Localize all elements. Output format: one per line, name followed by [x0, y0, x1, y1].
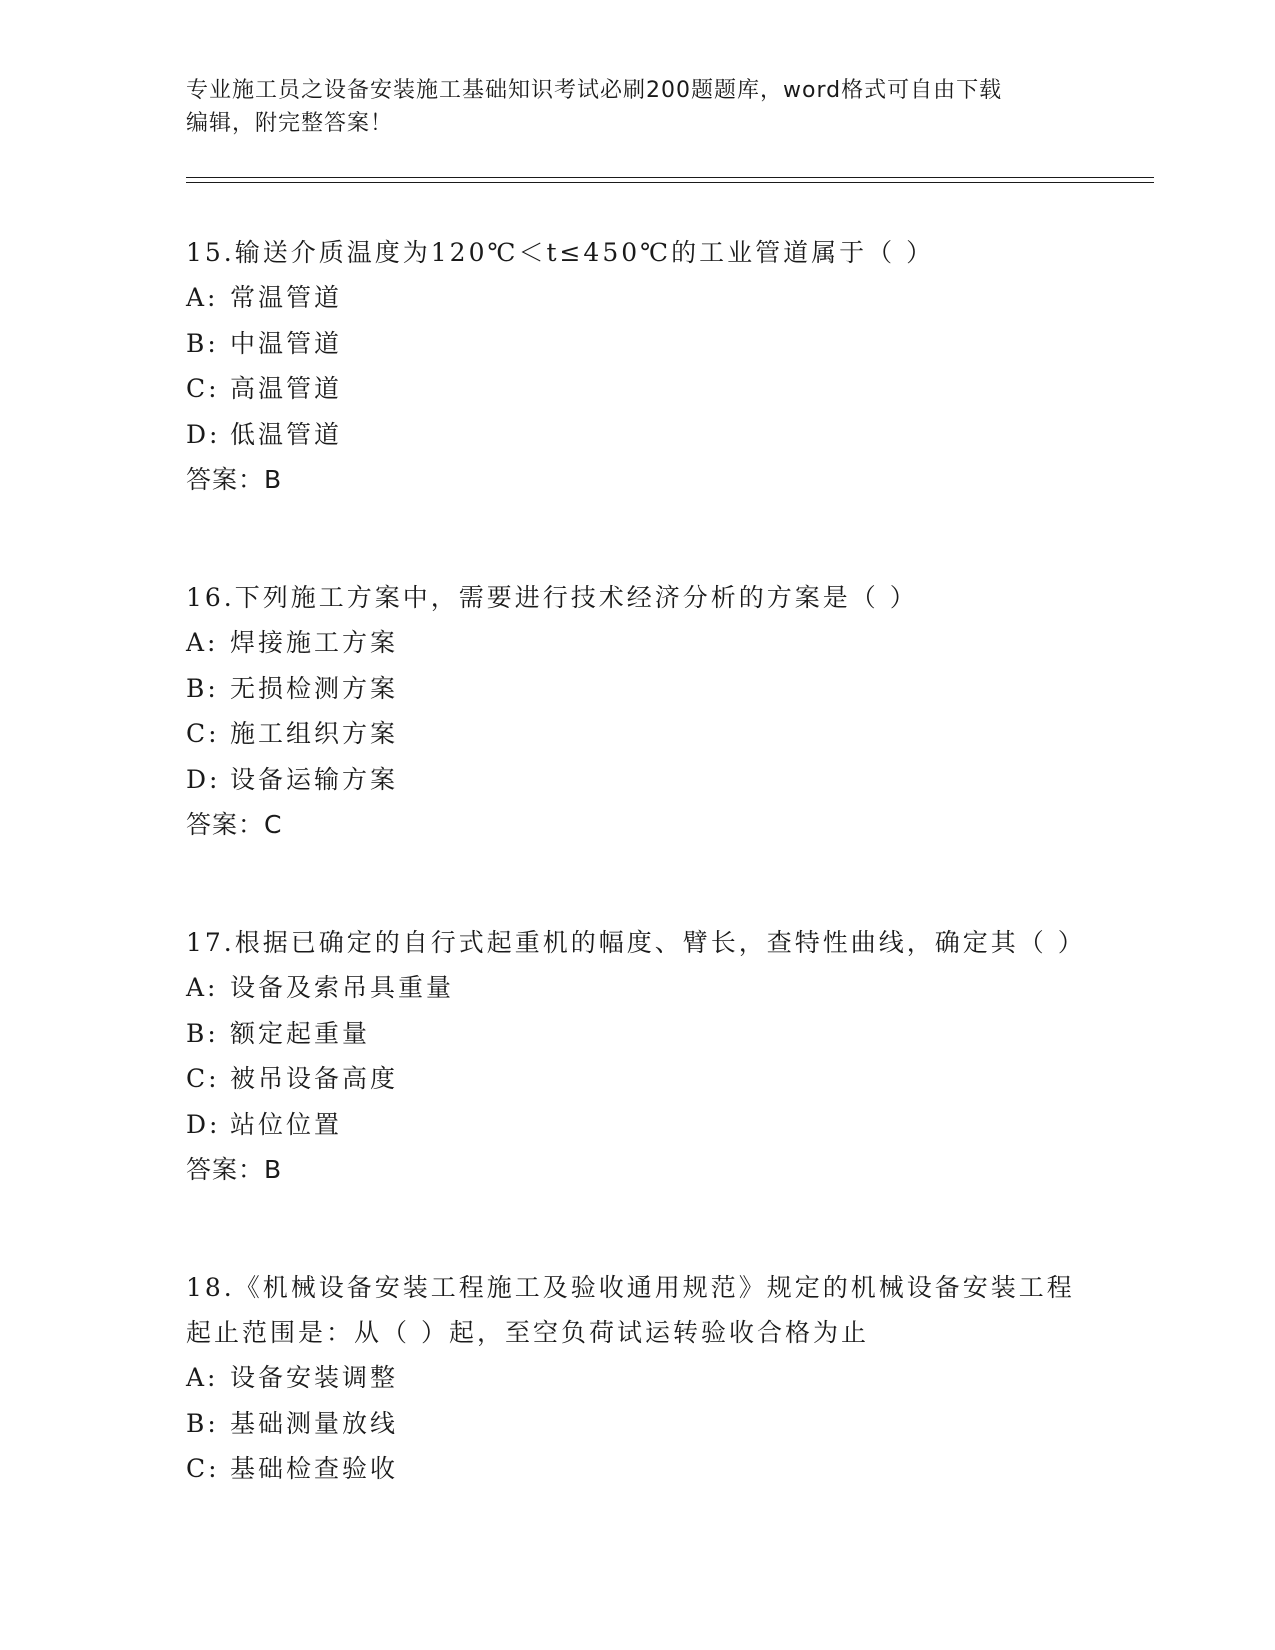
option-key: C: — [186, 719, 220, 748]
option-b — [186, 666, 1086, 712]
option-key: A: — [186, 628, 219, 657]
answer-line: 答案：C — [186, 810, 283, 839]
question-18 — [186, 1265, 1086, 1492]
header-line-2: 编辑，附完整答案！ — [186, 111, 394, 136]
question-16 — [186, 575, 1086, 847]
option-b — [186, 1011, 1086, 1057]
option-key: D: — [186, 764, 221, 794]
option-text: 被吊设备高度 — [230, 1064, 399, 1093]
option-text: 站位位置 — [230, 1109, 343, 1139]
question-list — [186, 230, 1086, 1492]
option-key: C: — [186, 1454, 220, 1483]
option-a — [186, 1355, 1086, 1401]
option-d — [186, 1102, 1086, 1148]
question-stem: 16.下列施工方案中，需要进行技术经济分析的方案是（ ） — [186, 583, 918, 612]
option-text: 低温管道 — [230, 419, 343, 449]
question-stem: 18.《机械设备安装工程施工及验收通用规范》规定的机械设备安装工程起止范围是：从（ ）起，至空负荷试运转验收合格为止 — [186, 1273, 1075, 1347]
option-d — [186, 412, 1086, 458]
question-17 — [186, 920, 1086, 1192]
option-text: 设备及索吊具重量 — [230, 973, 455, 1002]
option-text: 基础检查验收 — [230, 1454, 399, 1483]
option-text: 额定起重量 — [230, 1018, 371, 1048]
option-c — [186, 366, 1086, 412]
option-key: D: — [186, 1109, 221, 1139]
option-key: A: — [186, 283, 219, 312]
option-text: 设备安装调整 — [230, 1363, 399, 1392]
question-stem: 15.输送介质温度为120℃＜t≤450℃的工业管道属于（ ） — [186, 238, 935, 267]
option-key: A: — [186, 1363, 219, 1392]
document-header — [186, 74, 1066, 140]
answer-line: 答案：B — [186, 1155, 283, 1184]
header-divider-double — [186, 182, 1154, 183]
option-text: 高温管道 — [230, 374, 343, 403]
option-key: B: — [186, 673, 219, 703]
option-b — [186, 321, 1086, 367]
option-key: A: — [186, 973, 219, 1002]
option-text: 焊接施工方案 — [230, 628, 399, 657]
question-15 — [186, 230, 1086, 502]
header-line-1: 专业施工员之设备安装施工基础知识考试必刷200题题库，word格式可自由下载 — [186, 78, 1003, 103]
option-c — [186, 1056, 1086, 1102]
option-a — [186, 620, 1086, 666]
option-text: 施工组织方案 — [230, 719, 399, 748]
question-stem: 17.根据已确定的自行式起重机的幅度、臂长，查特性曲线，确定其（ ） — [186, 928, 1086, 957]
option-key: B: — [186, 1018, 219, 1048]
option-text: 无损检测方案 — [230, 673, 399, 703]
option-key: C: — [186, 374, 220, 403]
option-text: 基础测量放线 — [230, 1408, 399, 1438]
option-d — [186, 757, 1086, 803]
option-b — [186, 1401, 1086, 1447]
option-text: 常温管道 — [230, 283, 343, 312]
option-text: 设备运输方案 — [230, 764, 399, 794]
answer-line: 答案：B — [186, 465, 283, 494]
option-c — [186, 1446, 1086, 1492]
option-a — [186, 965, 1086, 1011]
option-key: B: — [186, 328, 219, 358]
option-key: B: — [186, 1408, 219, 1438]
option-key: D: — [186, 419, 221, 449]
option-a — [186, 275, 1086, 321]
option-c — [186, 711, 1086, 757]
option-text: 中温管道 — [230, 328, 343, 358]
option-key: C: — [186, 1064, 220, 1093]
header-divider — [186, 177, 1154, 178]
